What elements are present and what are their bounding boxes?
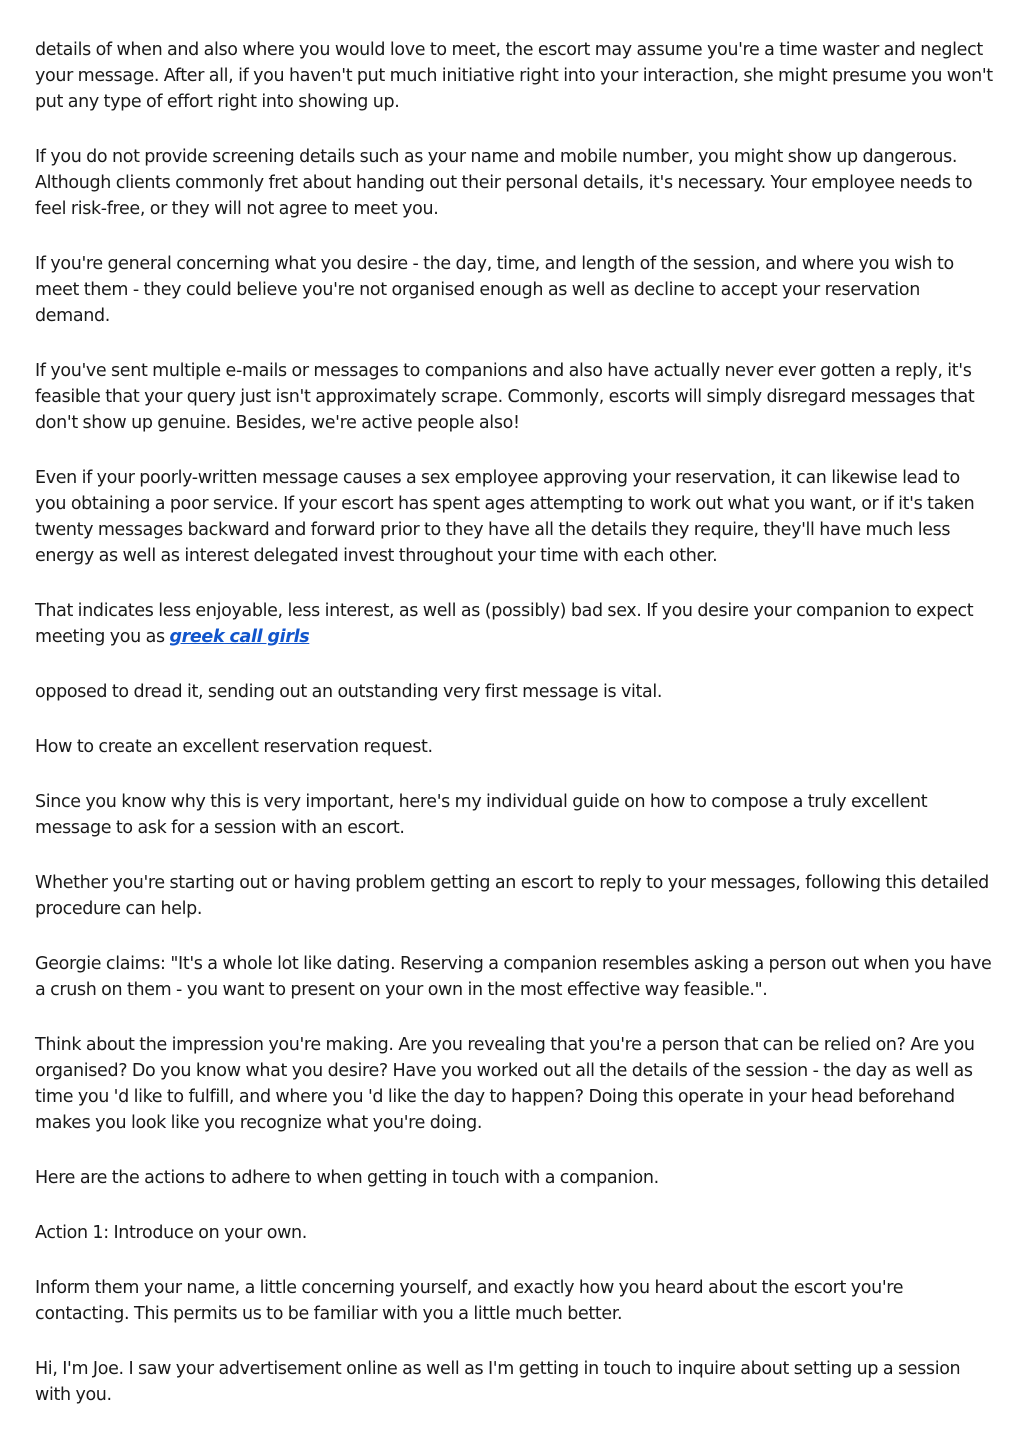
- greek-call-girls-link[interactable]: greek call girls: [169, 627, 310, 647]
- document-body: [35, 37, 995, 1437]
- paragraph: Even if your poorly-written message causes a sex employee approving your reservation, it can likewise lead to you obtaining a poor service. If your escort has spent ages attempting to work out what you want, or if it's taken twenty messages backward and forward prior to they have all the details they require, they'll have much less energy as well as interest delegated invest throughout your time with each other.: [35, 468, 975, 566]
- paragraph-text: That indicates less enjoyable, less interest, as well as (possibly) bad sex. If you desire your companion to expect meeting you as: [35, 601, 974, 647]
- paragraph: How to create an excellent reservation request.: [35, 737, 433, 757]
- paragraph-with-link: [35, 598, 995, 650]
- paragraph: details of when and also where you would love to meet, the escort may assume you're a time waster and neglect your message. After all, if you haven't put much initiative right into your interaction, she might presume you won't put any type of effort right into showing up.: [35, 40, 993, 112]
- paragraph: If you've sent multiple e-mails or messages to companions and also have actually never ever gotten a reply, it's feasible that your query just isn't approximately scrape. Commonly, escorts will simply disregard messages that don't show up genuine. Besides, we're active people also!: [35, 361, 975, 433]
- paragraph: Think about the impression you're making. Are you revealing that you're a person that can be relied on? Are you organised? Do you know what you desire? Have you worked out all the details of the session - the day as well as time you 'd like to fulfill, and where you 'd like the day to happen? Doing this operate in your head beforehand makes you look like you recognize what you're doing.: [35, 1035, 975, 1133]
- paragraph: opposed to dread it, sending out an outstanding very first message is vital.: [35, 682, 663, 702]
- paragraph: Whether you're starting out or having problem getting an escort to reply to your messages, following this detailed procedure can help.: [35, 873, 989, 919]
- paragraph: If you're general concerning what you desire - the day, time, and length of the session, and where you wish to meet them - they could believe you're not organised enough as well as decline to accept your reservation demand.: [35, 254, 954, 326]
- paragraph: Action 1: Introduce on your own.: [35, 1223, 307, 1243]
- paragraph: Here are the actions to adhere to when getting in touch with a companion.: [35, 1168, 659, 1188]
- paragraph: Hi, I'm Joe. I saw your advertisement online as well as I'm getting in touch to inquire about setting up a session with you.: [35, 1359, 961, 1405]
- paragraph: If you do not provide screening details such as your name and mobile number, you might show up dangerous. Although clients commonly fret about handing out their personal details, it's necessary. Your employee needs to feel risk-free, or they will not agree to meet you.: [35, 147, 973, 219]
- paragraph: Georgie claims: "It's a whole lot like dating. Reserving a companion resembles asking a person out when you have a crush on them - you want to present on your own in the most effective way feasible.".: [35, 954, 992, 1000]
- paragraph: Inform them your name, a little concerning yourself, and exactly how you heard about the escort you're contacting. This permits us to be familiar with you a little much better.: [35, 1278, 904, 1324]
- paragraph: Since you know why this is very important, here's my individual guide on how to compose a truly excellent message to ask for a session with an escort.: [35, 792, 928, 838]
